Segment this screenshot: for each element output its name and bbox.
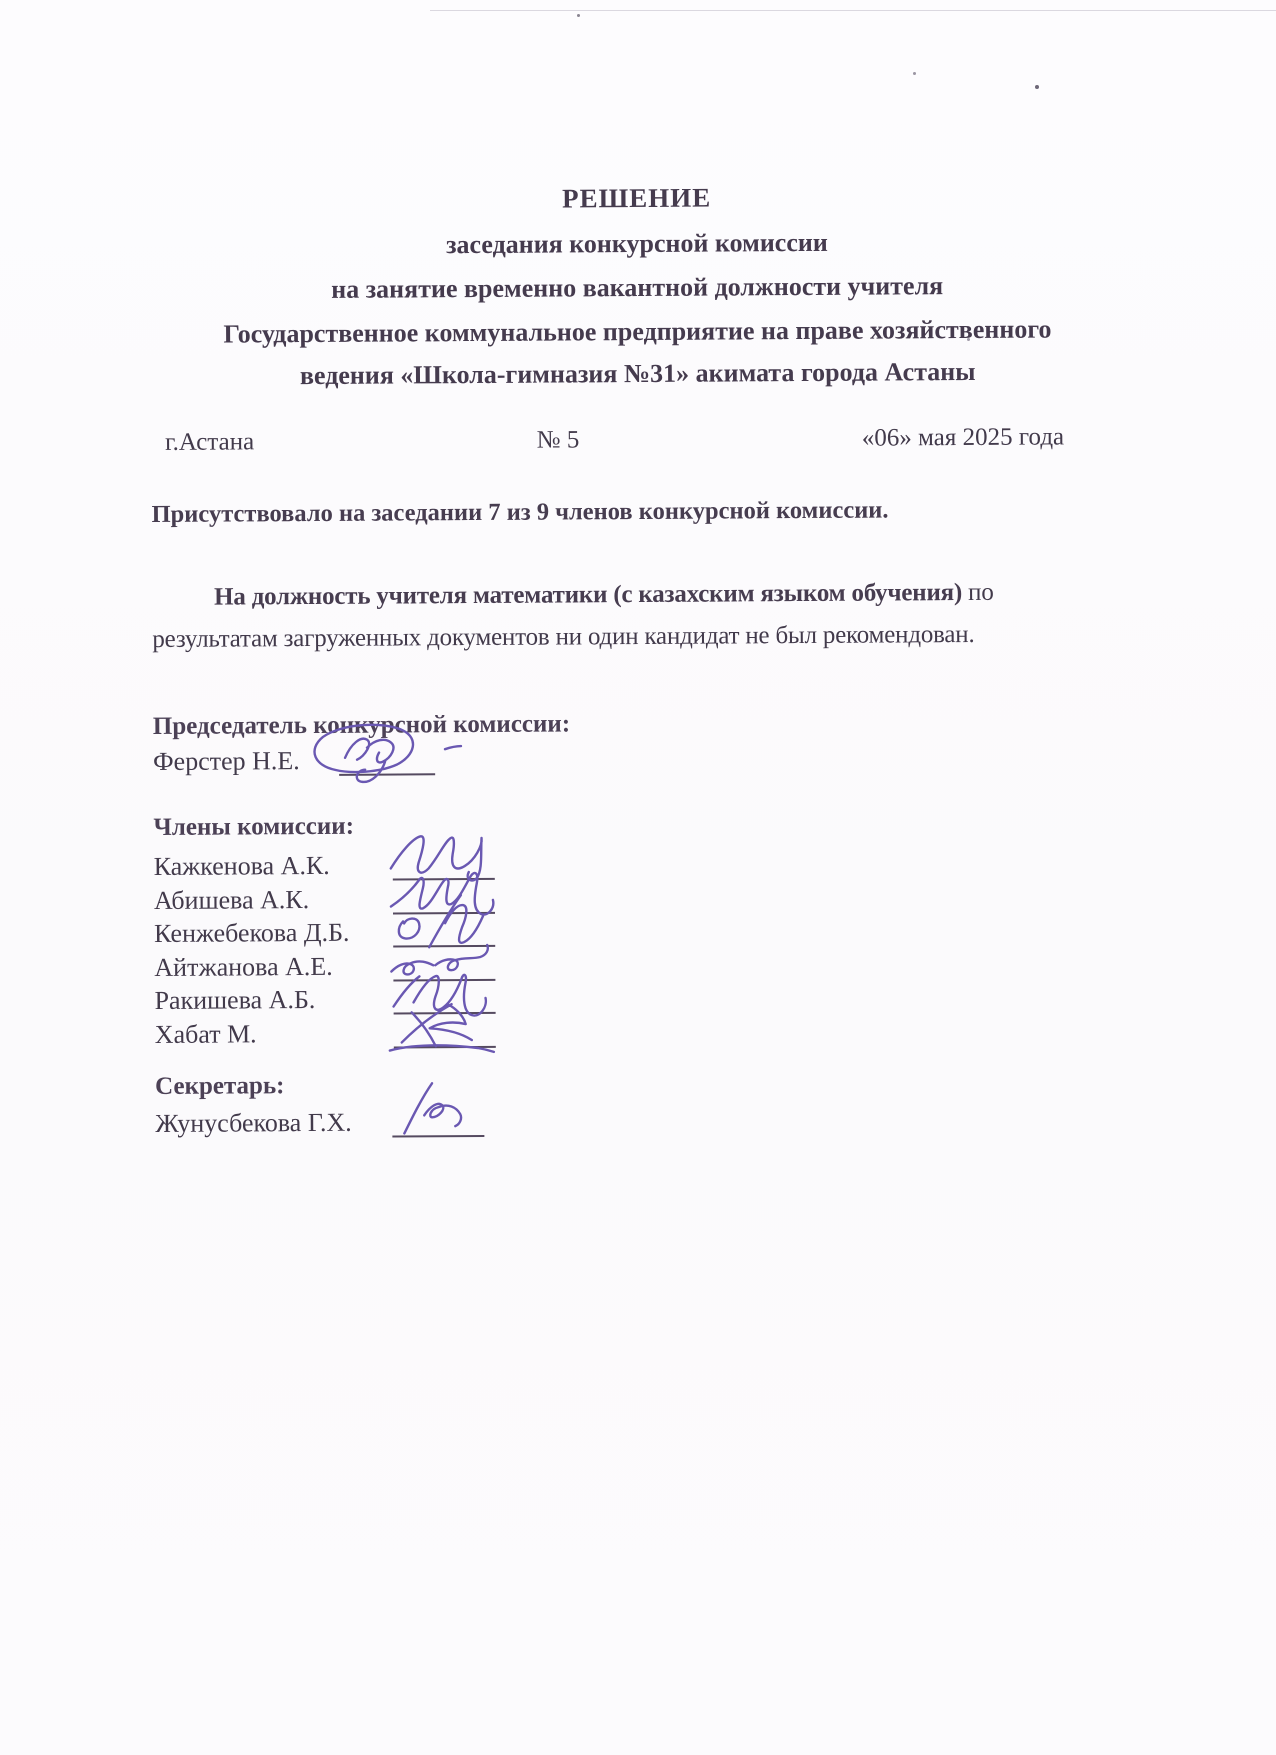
member-signature-line: [393, 883, 495, 915]
document-subtitle-2: на занятие временно вакантной должности учителя: [331, 271, 944, 304]
member-row: [154, 983, 495, 1016]
resolution-bold-part: На должность учителя математики (с казахским языком обучения): [213, 579, 963, 611]
resolution-tail: по: [962, 578, 994, 607]
member-row: [155, 1017, 496, 1050]
chairman-row: [153, 744, 435, 777]
secretary-signature-line: [392, 1104, 484, 1138]
resolution-paragraph: [152, 571, 1142, 661]
member-name: Абишева А.К.: [153, 885, 310, 915]
members-heading: Члены комиссии:: [153, 812, 355, 841]
document-title: РЕШЕНИЕ: [561, 182, 712, 214]
member-name: Хабат М.: [154, 1019, 257, 1049]
secretary-name: Жунусбекова Г.Х.: [155, 1107, 352, 1138]
member-signature-line: [394, 1017, 496, 1049]
member-name: Ракишева А.Б.: [154, 984, 316, 1015]
member-name: Кажкенова А.К.: [153, 850, 330, 881]
member-row: [154, 883, 495, 916]
secretary-heading: Секретарь:: [154, 1072, 285, 1100]
member-name: Айтжанова А.Е.: [154, 951, 333, 982]
member-row: [154, 916, 495, 949]
member-signature-line: [393, 916, 495, 948]
chairman-signature-line: [339, 744, 435, 776]
secretary-row: [155, 1104, 484, 1139]
member-signature-line: [393, 849, 495, 881]
meta-date: «06» мая 2025 года: [861, 423, 1065, 452]
member-row: [154, 950, 495, 983]
member-name: Кенжебекова Д.Б.: [154, 917, 350, 948]
meta-protocol-number: № 5: [536, 426, 580, 454]
secretary-signature: [390, 1077, 490, 1140]
member-signature-line: [393, 950, 495, 982]
member-row: [154, 849, 495, 882]
document-subtitle-4: ведения «Школа-гимназия №31» акимата города Астаны: [299, 356, 976, 391]
member-signature-line: [393, 983, 495, 1015]
resolution-line-1: [152, 571, 1142, 619]
resolution-line-2: результатам загруженных документов ни один кандидат не был рекомендован.: [152, 620, 975, 653]
attendance-statement: Присутствовало на заседании 7 из 9 членов конкурсной комиссии.: [151, 496, 889, 528]
meta-city: г.Астана: [165, 428, 255, 456]
meta-row: [165, 423, 1064, 456]
chairman-name: Ферстер Н.Е.: [152, 746, 300, 776]
document-subtitle-1: заседания конкурсной комиссии: [445, 227, 828, 260]
document-subtitle-3: Государственное коммунальное предприятие на праве хозяйственного: [223, 314, 1052, 349]
chairman-heading: Председатель конкурсной комиссии:: [152, 710, 571, 740]
member-signature: [386, 824, 506, 887]
